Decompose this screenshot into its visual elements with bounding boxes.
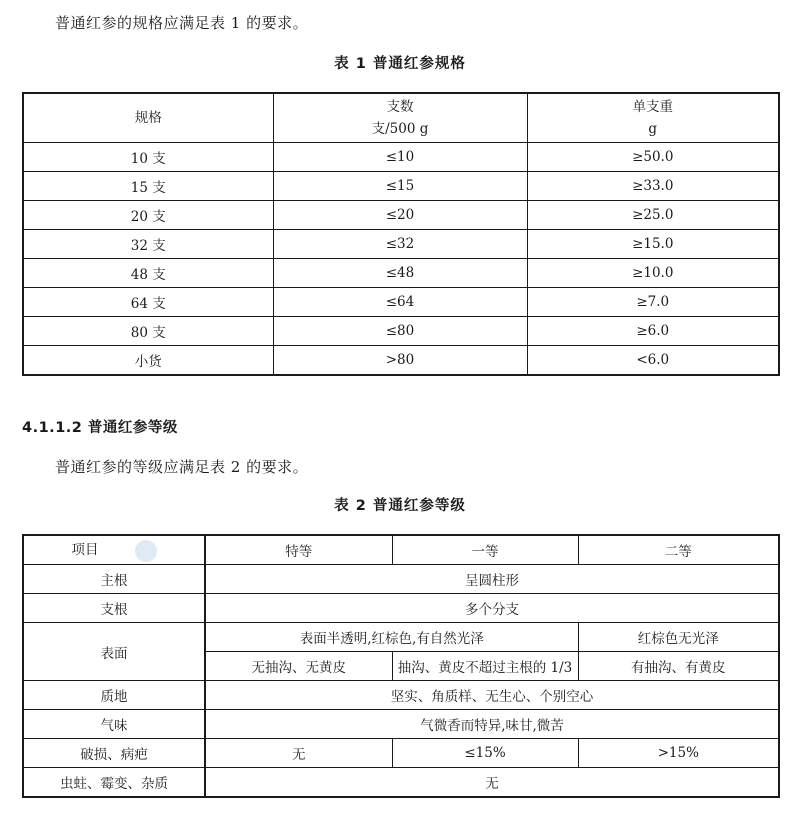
table2-red-ginseng-grades (22, 534, 780, 798)
cell-branch-root: 多个分支 (205, 594, 779, 623)
cell-count: ≤10 (273, 143, 527, 172)
cell-damage-first: ≤15% (392, 739, 578, 768)
cell-surface-first: 抽沟、黄皮不超过主根的 1/3 (392, 652, 578, 681)
intro-paragraph-1: 普通红参的规格应满足表 1 的要求。 (55, 14, 309, 32)
table-row (23, 623, 779, 652)
cell-spec: 32 支 (23, 230, 273, 259)
row-label-texture: 质地 (23, 681, 205, 710)
cell-spec: 小货 (23, 346, 273, 376)
table-row (23, 317, 779, 346)
cell-damage-special: 无 (205, 739, 392, 768)
header-weight-label: 单支重 (632, 99, 673, 115)
cell-spec: 48 支 (23, 259, 273, 288)
cell-weight: ≥25.0 (527, 201, 779, 230)
cell-surface-second: 有抽沟、有黄皮 (578, 652, 779, 681)
table-row (23, 565, 779, 594)
cell-weight: ≥50.0 (527, 143, 779, 172)
cell-weight: <6.0 (527, 346, 779, 376)
watermark-icon (135, 540, 157, 562)
header-count (273, 93, 527, 143)
intro-paragraph-2: 普通红参的等级应满足表 2 的要求。 (55, 458, 309, 476)
cell-weight: ≥33.0 (527, 172, 779, 201)
table1-caption: 表 1 普通红参规格 (334, 56, 466, 72)
cell-spec: 80 支 (23, 317, 273, 346)
row-label-odor: 气味 (23, 710, 205, 739)
cell-count: ≤64 (273, 288, 527, 317)
header-item-label: 项目 (71, 542, 99, 559)
table2-caption: 表 2 普通红参等级 (334, 498, 466, 514)
table-row (23, 681, 779, 710)
cell-damage-second: >15% (578, 739, 779, 768)
row-label-pests: 虫蛀、霉变、杂质 (23, 768, 205, 798)
cell-spec: 20 支 (23, 201, 273, 230)
table-row (23, 172, 779, 201)
cell-count: ≤15 (273, 172, 527, 201)
cell-spec: 10 支 (23, 143, 273, 172)
row-label-surface: 表面 (23, 623, 205, 681)
cell-spec: 64 支 (23, 288, 273, 317)
table-row (23, 594, 779, 623)
header-item (23, 535, 205, 565)
table-row (23, 710, 779, 739)
cell-count: ≤32 (273, 230, 527, 259)
header-weight (527, 93, 779, 143)
cell-main-root: 呈圆柱形 (205, 565, 779, 594)
table-row (23, 259, 779, 288)
cell-weight: ≥15.0 (527, 230, 779, 259)
header-weight-unit: g (648, 121, 658, 137)
cell-count: >80 (273, 346, 527, 376)
header-count-unit: 支/500 g (371, 121, 429, 137)
header-special-grade: 特等 (205, 535, 392, 565)
header-spec: 规格 (23, 93, 273, 143)
table-row (23, 201, 779, 230)
header-first-grade: 一等 (392, 535, 578, 565)
table-row (23, 346, 779, 376)
cell-pests: 无 (205, 768, 779, 798)
cell-odor: 气微香而特异,味甘,微苦 (205, 710, 779, 739)
cell-surface-second-top: 红棕色无光泽 (578, 623, 779, 652)
cell-weight: ≥10.0 (527, 259, 779, 288)
cell-surface-special: 无抽沟、无黄皮 (205, 652, 392, 681)
table-row (23, 143, 779, 172)
table1-header-row (23, 93, 779, 143)
cell-texture: 坚实、角质样、无生心、个别空心 (205, 681, 779, 710)
table-row (23, 768, 779, 798)
table2-header-row (23, 535, 779, 565)
cell-weight: ≥7.0 (527, 288, 779, 317)
table1-red-ginseng-specs (22, 92, 780, 376)
cell-count: ≤48 (273, 259, 527, 288)
table-row (23, 288, 779, 317)
cell-weight: ≥6.0 (527, 317, 779, 346)
row-label-main-root: 主根 (23, 565, 205, 594)
cell-spec: 15 支 (23, 172, 273, 201)
cell-surface-special-first: 表面半透明,红棕色,有自然光泽 (205, 623, 578, 652)
row-label-branch-root: 支根 (23, 594, 205, 623)
header-second-grade: 二等 (578, 535, 779, 565)
section-heading: 4.1.1.2 普通红参等级 (22, 420, 178, 436)
header-count-label: 支数 (386, 99, 414, 115)
table-row (23, 230, 779, 259)
row-label-damage: 破损、病疤 (23, 739, 205, 768)
table-row (23, 739, 779, 768)
cell-count: ≤80 (273, 317, 527, 346)
cell-count: ≤20 (273, 201, 527, 230)
